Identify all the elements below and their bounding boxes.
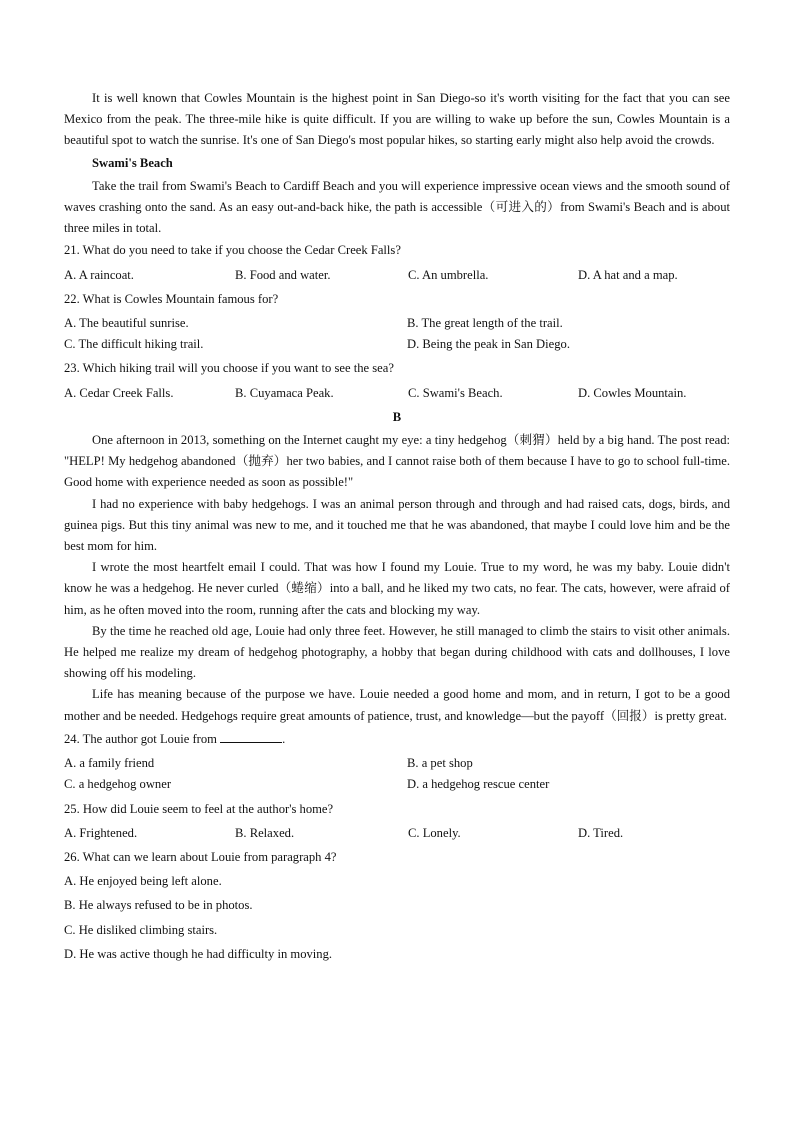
question-24-options — [64, 753, 730, 795]
option-25-c: C. Lonely. — [408, 825, 461, 840]
passage-b-paragraph-5: Life has meaning because of the purpose we have. Louie needed a good home and mom, and in return, I got to be a good mother and be needed. Hedgehogs require great amounts of patience, trust, and knowledge—but the payoff（回报）is pretty great. — [64, 687, 730, 723]
option-21-a: A. A raincoat. — [64, 267, 134, 282]
option-24-a: A. a family friend — [64, 756, 155, 771]
section-b-title: B — [392, 409, 402, 424]
option-22-c: C. The difficult hiking trail. — [64, 337, 204, 352]
option-22-b: B. The great length of the trail. — [407, 316, 563, 331]
passage-b-paragraph-4: By the time he reached old age, Louie had only three feet. However, he still managed to climb the stairs to visit other animals. He helped me realize my dream of hedgehog photography, a hobby that began during childhood with cats and dollhouses, I love showing off his modeling. — [64, 623, 730, 681]
option-26-c: C. He disliked climbing stairs. — [64, 922, 218, 937]
passage-b-paragraph-1: One afternoon in 2013, something on the Internet caught my eye: a tiny hedgehog（刺猬）held by a big hand. The post read: "HELP! My hedgehog abandoned（抛弃）her two babies, and I cannot raise both of them because I have to go to school full-time. Good home with experience needed as soon as possible!" — [64, 433, 730, 490]
question-21: 21. What do you need to take if you choose the Cedar Creek Falls? — [64, 243, 401, 258]
option-24-b: B. a pet shop — [407, 756, 473, 771]
question-22-options — [64, 313, 730, 355]
question-25-options — [64, 823, 730, 844]
option-24-d: D. a hedgehog rescue center — [407, 777, 550, 792]
option-26-d: D. He was active though he had difficulty in moving. — [64, 946, 333, 961]
option-25-d: D. Tired. — [578, 825, 624, 840]
question-21-options — [64, 265, 730, 286]
option-23-a: A. Cedar Creek Falls. — [64, 385, 174, 400]
passage-b-paragraph-2: I had no experience with baby hedgehogs. I was an animal person through and through and had raised cats, dogs, birds, and guinea pigs. But this tiny animal was new to me, and it touched me that he was abandoned, that maybe I could love him and be the best mom for him. — [64, 496, 730, 554]
option-25-b: B. Relaxed. — [235, 825, 295, 840]
passage-b-paragraph-3: I wrote the most heartfelt email I could. That was how I found my Louie. True to my word, he was my baby. Louie didn't know he was a hedgehog. He never curled（蜷缩）into a ball, and he liked my two cats, no fear. The cats, however, were afraid of him, as he often moved into the room, running after the cats and blocking my way. — [64, 560, 730, 617]
question-24 — [64, 728, 730, 750]
question-24-period: . — [282, 731, 286, 746]
question-24-stem: 24. The author got Louie from — [64, 731, 217, 746]
option-22-a: A. The beautiful sunrise. — [64, 316, 189, 331]
question-23: 23. Which hiking trail will you choose if you want to see the sea? — [64, 361, 394, 376]
swami-beach-paragraph: Take the trail from Swami's Beach to Cardiff Beach and you will experience impressive ocean views and the smooth sound of waves crashing onto the sand. As an easy out-and-back hike, the path is accessible（可进入的）from Swami's Beach and is about three miles in total. — [64, 178, 730, 236]
swami-beach-heading: Swami's Beach — [92, 155, 173, 170]
option-26-a: A. He enjoyed being left alone. — [64, 874, 222, 889]
option-21-d: D. A hat and a map. — [578, 267, 678, 282]
exam-page — [64, 88, 730, 968]
question-25: 25. How did Louie seem to feel at the author's home? — [64, 801, 334, 816]
answer-blank — [220, 728, 282, 743]
option-23-c: C. Swami's Beach. — [408, 385, 503, 400]
option-25-a: A. Frightened. — [64, 825, 138, 840]
question-26: 26. What can we learn about Louie from paragraph 4? — [64, 849, 337, 864]
option-24-c: C. a hedgehog owner — [64, 777, 172, 792]
option-22-d: D. Being the peak in San Diego. — [407, 337, 570, 352]
option-23-d: D. Cowles Mountain. — [578, 385, 687, 400]
cowles-mountain-paragraph: It is well known that Cowles Mountain is the highest point in San Diego-so it's worth visiting for the fact that you can see Mexico from the peak. The three-mile hike is quite difficult. If you are willing to wake up before the sun, Cowles Mountain is a beautiful spot to watch the sunrise. It's one of San Diego's most popular hikes, so starting early might also help avoid the crowds. — [64, 91, 730, 148]
option-23-b: B. Cuyamaca Peak. — [235, 385, 334, 400]
question-23-options — [64, 383, 730, 404]
option-21-c: C. An umbrella. — [408, 267, 489, 282]
option-21-b: B. Food and water. — [235, 267, 331, 282]
option-26-b: B. He always refused to be in photos. — [64, 898, 253, 913]
question-22: 22. What is Cowles Mountain famous for? — [64, 291, 279, 306]
